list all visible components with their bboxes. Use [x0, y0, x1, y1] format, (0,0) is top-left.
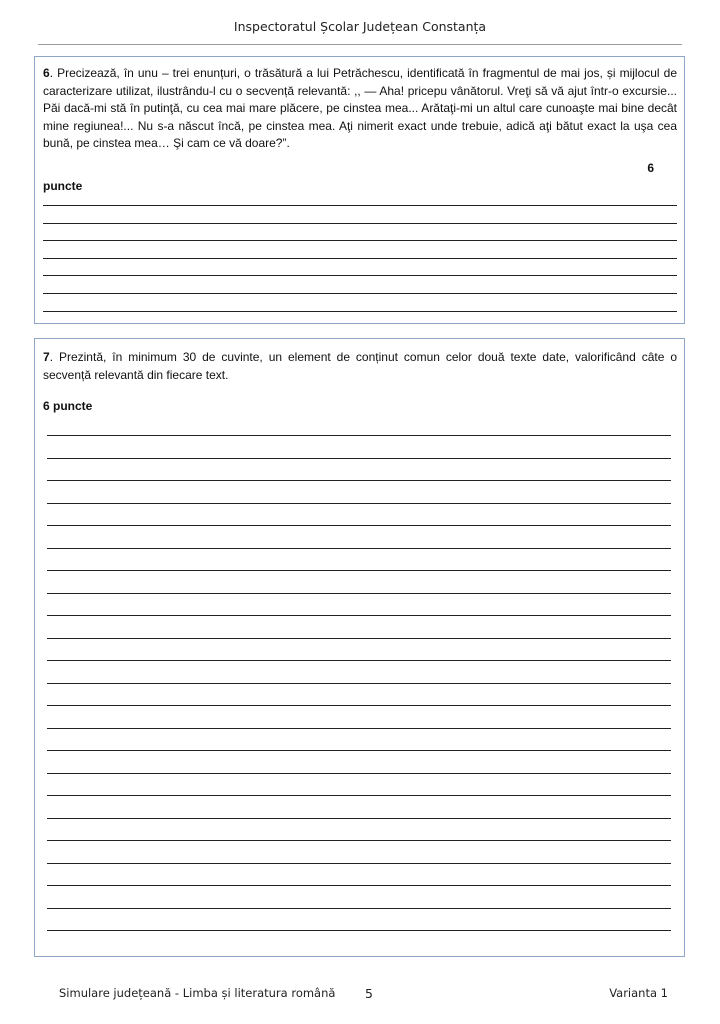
question-6-prompt: . Precizează, în unu – trei enunțuri, o trăsătură a lui Petrăchescu, identificată în fragmentul de mai jos, și mijlocul de caracterizare utilizat, ilustrându-l cu o secvență relevantă: ,, — Aha! pricepu vânătorul. Vreţi să vă ajut într-o excursie... Păi dacă-mi stă în putinţă, cu cea mai mare plăcere, pe cinstea mea... Arătaţi-mi un altul care cunoaşte mai bine decât mine regiunea!... Nu s-a născut încă, pe cinstea mea. Aţi nimerit exact unde trebuie, adică aţi bătut exact la uşa cea bună, pe cinstea mea… Şi cam ce vă doare?”. [43, 66, 677, 151]
question-6-box [34, 56, 685, 324]
answer-line[interactable] [47, 818, 671, 819]
question-7-box [34, 338, 685, 957]
answer-line[interactable] [47, 908, 671, 909]
answer-line[interactable] [43, 275, 677, 276]
answer-line[interactable] [47, 728, 671, 729]
question-6-text [43, 65, 677, 153]
answer-line[interactable] [47, 435, 671, 436]
question-7-points: 6 puncte [43, 399, 93, 413]
answer-line[interactable] [47, 885, 671, 886]
answer-line[interactable] [47, 930, 671, 931]
question-7-text [43, 349, 677, 384]
footer-variant: Varianta 1 [609, 986, 668, 1000]
answer-line[interactable] [47, 615, 671, 616]
answer-line[interactable] [47, 593, 671, 594]
answer-line[interactable] [47, 548, 671, 549]
answer-line[interactable] [43, 258, 677, 259]
answer-line[interactable] [47, 638, 671, 639]
answer-line[interactable] [47, 480, 671, 481]
answer-line[interactable] [43, 223, 677, 224]
answer-line[interactable] [47, 750, 671, 751]
answer-line[interactable] [47, 503, 671, 504]
question-7-number: 7 [43, 350, 50, 364]
question-7-prompt: . Prezintă, în minimum 30 de cuvinte, un element de conținut comun celor două texte date, valorificând câte o secvență relevantă din fiecare text. [43, 350, 677, 382]
answer-line[interactable] [47, 570, 671, 571]
answer-line[interactable] [43, 205, 677, 206]
answer-line[interactable] [47, 795, 671, 796]
answer-line[interactable] [47, 773, 671, 774]
answer-line[interactable] [47, 863, 671, 864]
page-header: Inspectoratul Școlar Județean Constanța [233, 19, 487, 34]
answer-line[interactable] [47, 683, 671, 684]
answer-line[interactable] [47, 705, 671, 706]
question-6-number: 6 [43, 66, 50, 80]
footer-exam-title: Simulare județeană - Limba și literatura română [59, 986, 336, 1000]
answer-line[interactable] [43, 240, 677, 241]
answer-line[interactable] [47, 840, 671, 841]
question-6-points-word: puncte [43, 179, 83, 193]
header-divider [38, 44, 682, 45]
footer-page-number: 5 [365, 986, 373, 1001]
answer-line[interactable] [47, 458, 671, 459]
answer-line[interactable] [47, 525, 671, 526]
answer-line[interactable] [43, 293, 677, 294]
answer-line[interactable] [47, 660, 671, 661]
answer-line[interactable] [43, 311, 677, 312]
question-6-points-number: 6 [647, 161, 654, 175]
